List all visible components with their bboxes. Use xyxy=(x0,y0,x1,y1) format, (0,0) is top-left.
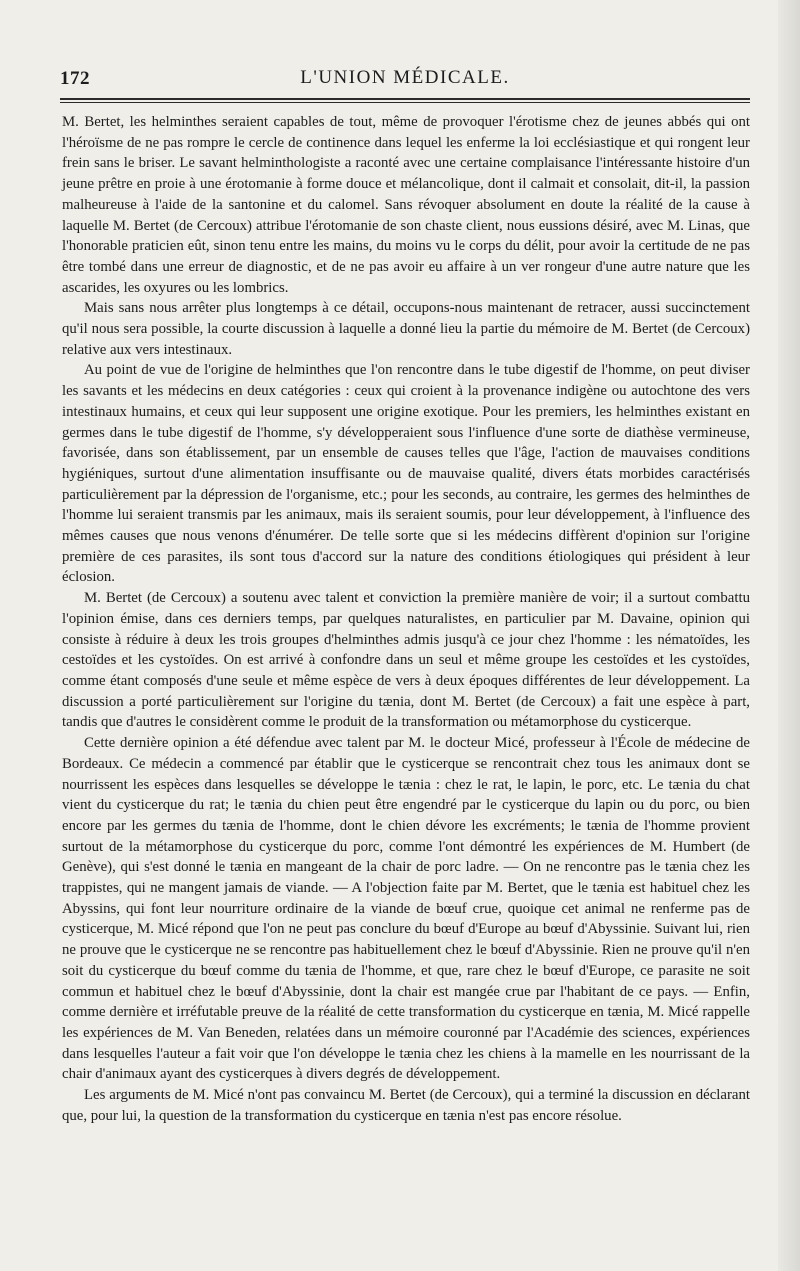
page-edge-shadow xyxy=(778,0,800,1271)
page-header xyxy=(60,64,750,94)
paragraph: M. Bertet, les helminthes seraient capables de tout, même de provoquer l'érotisme chez de jeunes abbés qui ont l'héroïsme de ne pas rompre le cercle de continence dans lequel les enferme la loi ecclésiastique et qui rongent leur frein sans le briser. Le savant helminthologiste a raconté avec une certaine complaisance l'intéressante histoire d'un jeune prêtre en proie à une érotomanie à forme douce et mélancolique, dont il calmait et consolait, dit-il, la passion malheureuse à l'aide de la santonine et du calomel. Sans révoquer absolument en doute la réalité de la cause à laquelle M. Bertet (de Cercoux) attribue l'érotomanie de son chaste client, nous eussions désiré, avec M. Linas, que l'honorable praticien eût, sinon tenu entre les mains, du moins vu le corps du délit, pour avoir la certitude de ne pas être tombé dans une erreur de diagnostic, et de ne pas avoir eu affaire à un ver rongeur d'une autre nature que les ascarides, les oxyures ou les lombrics. xyxy=(62,114,750,296)
paragraph: Mais sans nous arrêter plus longtemps à ce détail, occupons-nous maintenant de retracer, aussi succinctement qu'il nous sera possible, la courte discussion à laquelle a donné lieu la partie du mémoire de M. Bertet (de Cercoux) relative aux vers intestinaux. xyxy=(62,300,750,358)
article-body xyxy=(62,112,750,1126)
paragraph: Cette dernière opinion a été défendue avec talent par M. le docteur Micé, professeur à l'École de médecine de Bordeaux. Ce médecin a commencé par établir que le cysticerque se rencontrait chez tous les animaux dont se nourrissent les espèces dans lesquelles se développe le tænia : chez le rat, le lapin, le porc, etc. Le tænia du chat vient du cysticerque du rat; le tænia du chien peut être engendré par le cysticerque du lapin ou du porc, ou bien encore par les germes du tænia de l'homme, dont le chien dévore les excréments; le tænia de l'homme provient surtout de la métamorphose du cysticerque du porc, comme l'ont démontré les expériences de M. Humbert (de Genève), qui s'est donné le tænia en mangeant de la chair de porc ladre. — On ne rencontre pas le tænia chez les trappistes, qui ne mangent jamais de viande. — A l'objection faite par M. Bertet, que le tænia est habituel chez les Abyssins, qui font leur nourriture ordinaire de la viande de bœuf crue, quoique cet animal ne renferme pas de cysticerque, M. Micé répond que l'on ne peut pas conclure du bœuf d'Europe au bœuf d'Abyssinie. Suivant lui, rien ne prouve que le cysticerque ne se rencontre pas habituellement chez le bœuf d'Abyssinie. Rien ne prouve qu'il n'en soit du cysticerque du bœuf comme du tænia de l'homme, et que, rare chez le bœuf d'Europe, ce parasite ne soit commun et habituel chez le bœuf d'Abyssinie, dont la chair est mangée crue par l'habitant de ce pays. — Enfin, comme dernière et irréfutable preuve de la réalité de cette transformation du cysticerque en tænia, M. Micé rappelle les expériences de M. Van Beneden, relatées dans un mémoire couronné par l'Académie des sciences, expériences dans lesquelles l'auteur a fait voir que l'on développe le tænia chez les chiens à la mamelle en les nourrissant de la chair d'animaux ayant des cysticerques à divers degrés de développement. xyxy=(62,735,750,1083)
running-title: L'UNION MÉDICALE. xyxy=(300,67,510,88)
header-rule-thin xyxy=(60,102,750,103)
page-number: 172 xyxy=(60,68,90,89)
paragraph: M. Bertet (de Cercoux) a soutenu avec talent et conviction la première manière de voir; il a surtout combattu l'opinion émise, dans ces derniers temps, par quelques naturalistes, en particulier par M. Davaine, opinion qui consiste à réduire à deux les trois groupes d'helminthes admis jusqu'à ce jour chez l'homme : les nématoïdes, les cestoïdes et les cystoïdes. On est arrivé à confondre dans un seul et même groupe les cestoïdes et les cystoïdes, comme étant composés d'une seule et même espèce de vers à deux époques différentes de leur développement. La discussion a porté particulièrement sur l'origine du tænia, dont M. Bertet (de Cercoux) a fait une espèce à part, tandis que d'autres le considèrent comme le produit de la transformation ou métamorphose du cysticerque. xyxy=(62,590,750,731)
paragraph: Les arguments de M. Micé n'ont pas convaincu M. Bertet (de Cercoux), qui a terminé la discussion en déclarant que, pour lui, la question de la transformation du cysticerque en tænia n'est pas encore résolue. xyxy=(62,1087,750,1124)
header-rule xyxy=(60,98,750,100)
paragraph: Au point de vue de l'origine de helminthes que l'on rencontre dans le tube digestif de l'homme, on peut diviser les savants et les médecins en deux catégories : ceux qui croient à la provenance indigène ou autochtone des vers intestinaux humains, et ceux qui leur supposent une origine exotique. Pour les premiers, les helminthes existant en germes dans le tube digestif de l'homme, s'y développeraient sous l'influence d'une sorte de diathèse vermineuse, favorisée, dans son établissement, par un ensemble de causes telles que l'âge, l'action de mauvaises conditions hygiéniques, surtout d'une alimentation insuffisante ou de mauvaise qualité, divers états morbides caractérisés particulièrement par la dépression de l'organisme, etc.; pour les seconds, au contraire, les germes des helminthes de l'homme lui seraient transmis par les animaux, mais ils seraient soumis, pour leur développement, à l'influence des mêmes causes que nous venons d'énumérer. De telle sorte que si les médecins diffèrent d'opinion sur l'origine première de ces parasites, ils sont tous d'accord sur la nature des conditions étiologiques qui président à leur éclosion. xyxy=(62,362,750,586)
